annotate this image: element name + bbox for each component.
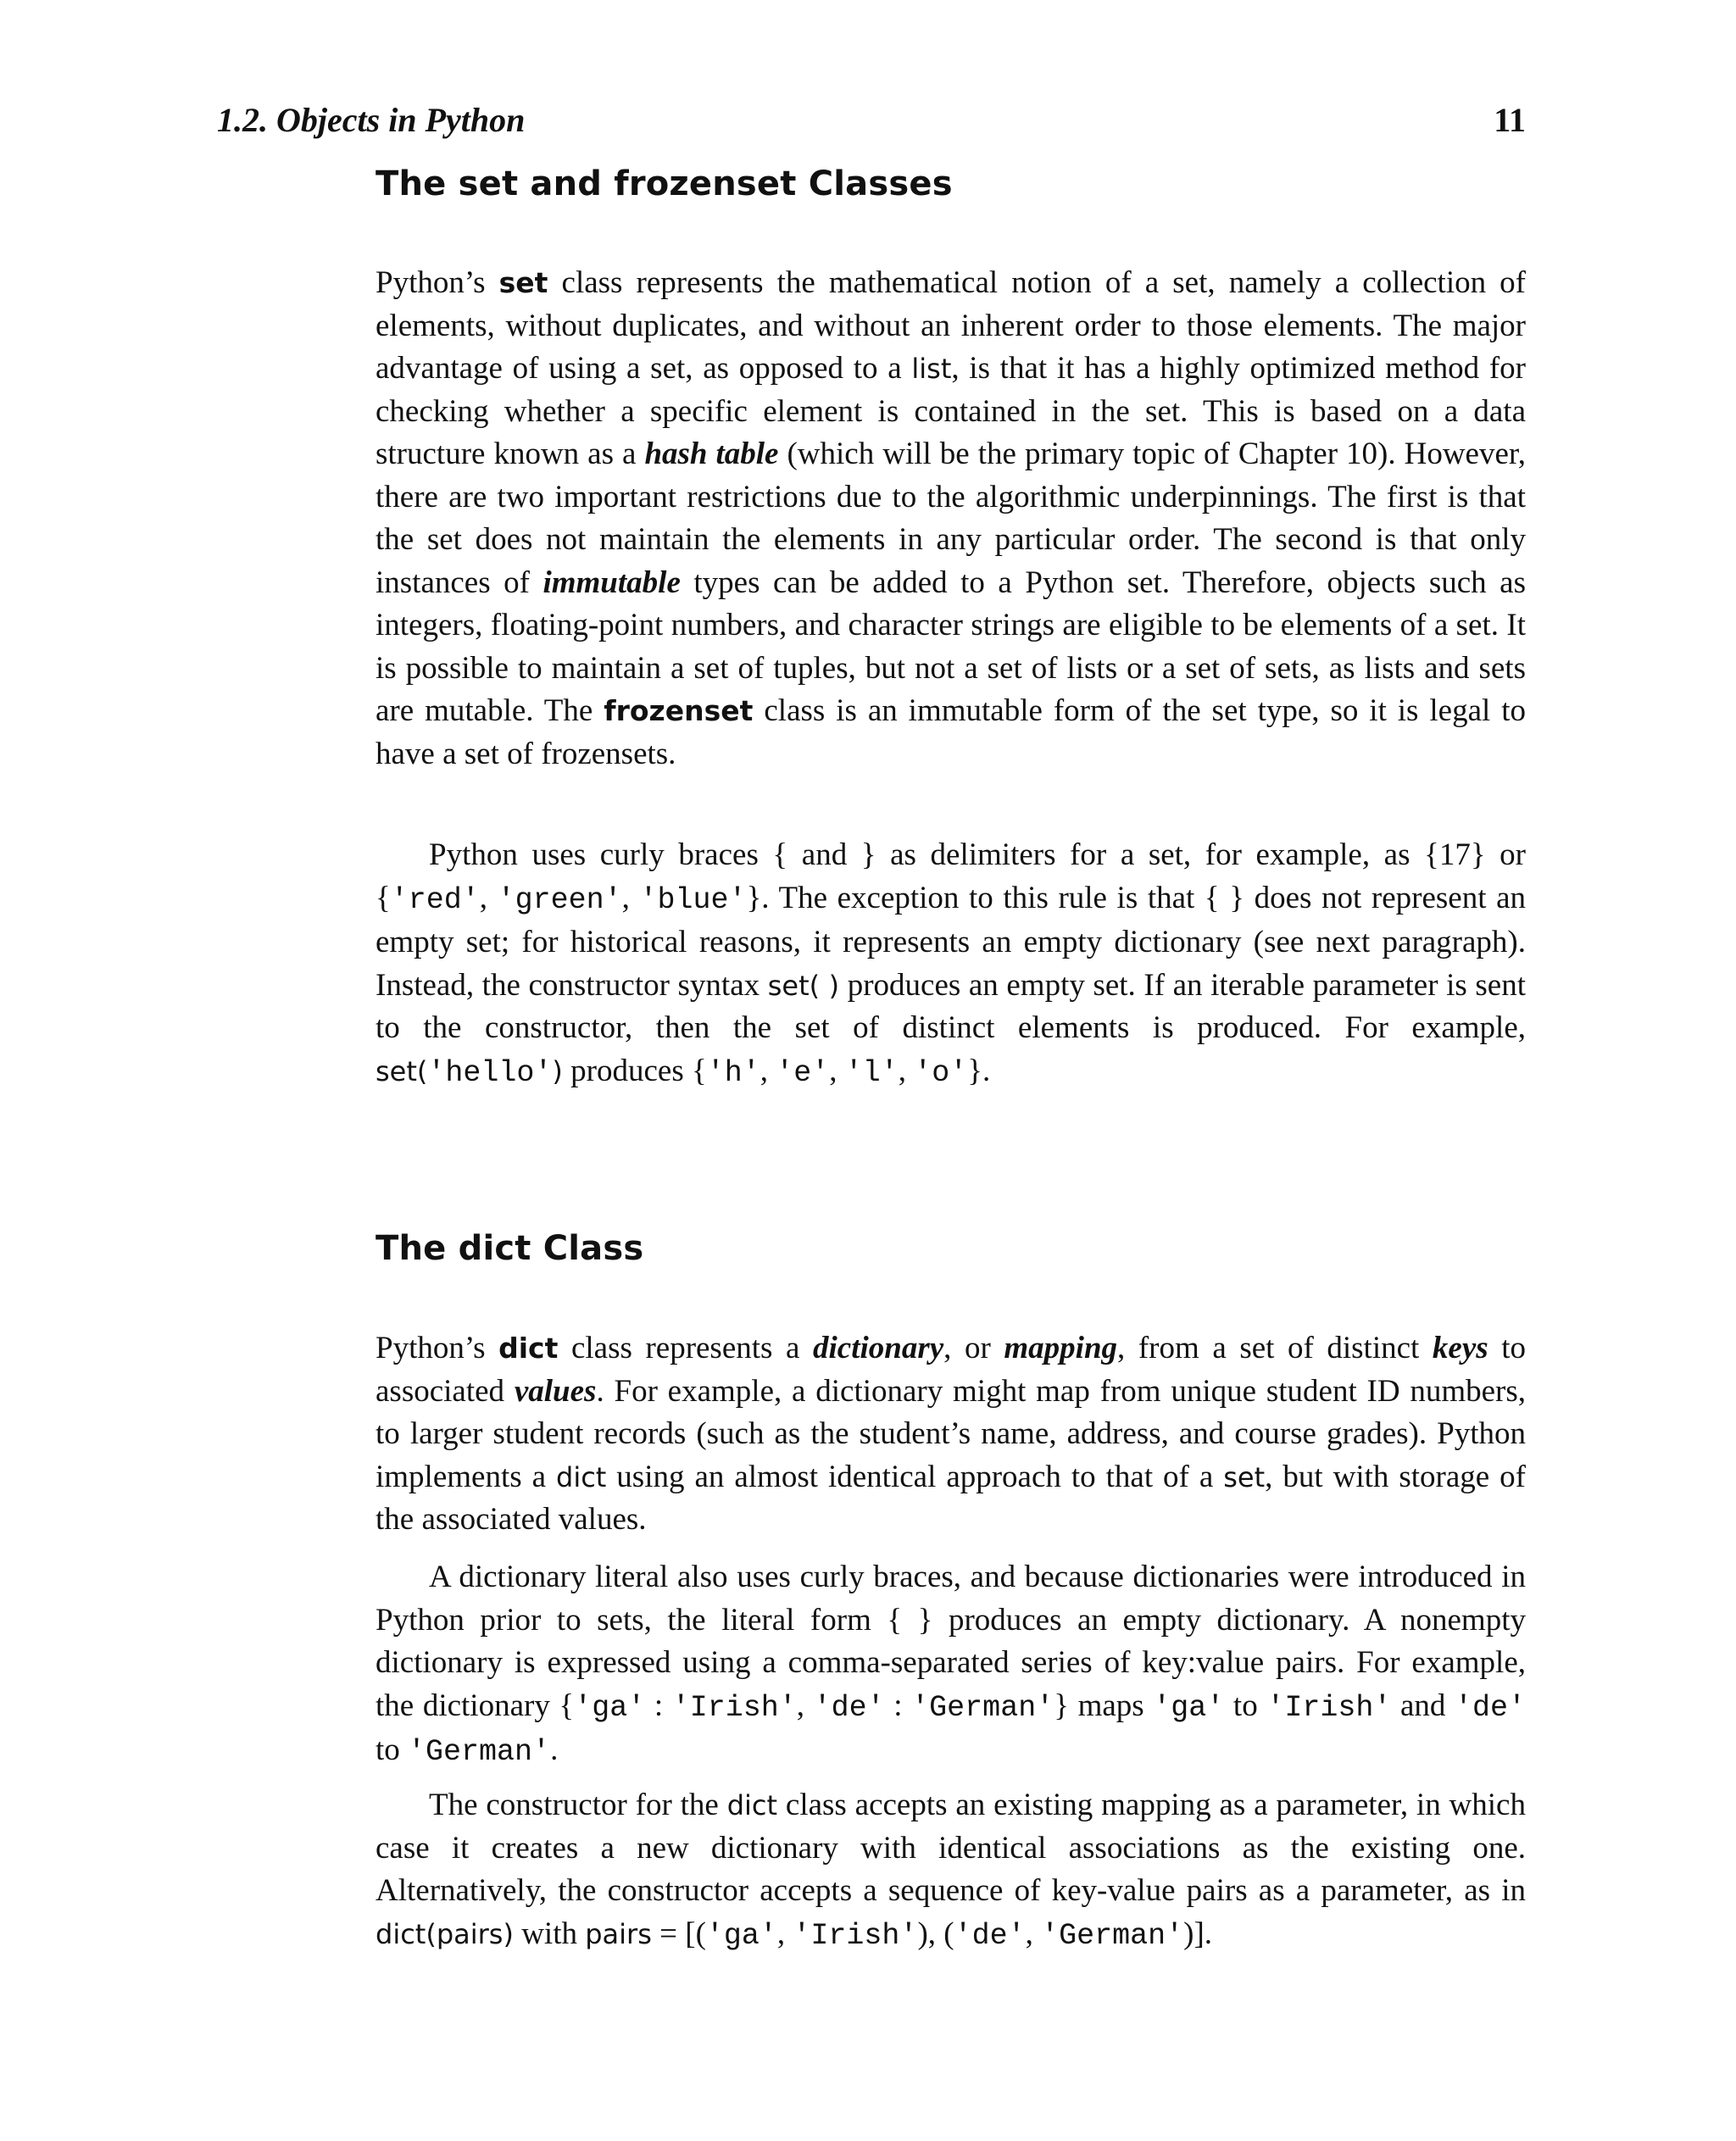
code-literal: 'green' bbox=[497, 882, 622, 917]
text-run: , or bbox=[943, 1331, 1004, 1365]
code-literal: 'Irish' bbox=[671, 1690, 797, 1725]
code-literal: 'Irish' bbox=[793, 1918, 918, 1953]
immutable-term: immutable bbox=[542, 564, 681, 600]
text-run: ), ( bbox=[917, 1916, 954, 1951]
list-term: list bbox=[911, 353, 952, 385]
hash-table-term: hash table bbox=[644, 437, 779, 471]
text-run: , bbox=[1025, 1916, 1042, 1951]
text-run: class is an immutable form of the set type, so it is legal to have a set of frozensets. bbox=[376, 693, 1526, 771]
text-run: : bbox=[884, 1688, 912, 1723]
code-literal: 'e' bbox=[776, 1055, 830, 1090]
text-run: with bbox=[513, 1916, 586, 1951]
dict-paragraph-1 bbox=[376, 1327, 1526, 1542]
set-paragraph-1 bbox=[376, 262, 1526, 776]
code-call: set( bbox=[376, 1054, 428, 1087]
text-run: class represents a bbox=[558, 1331, 813, 1365]
code-literal: 'blue' bbox=[639, 882, 747, 917]
text-run: The constructor for the bbox=[429, 1788, 727, 1822]
code-literal: 'h' bbox=[706, 1055, 760, 1090]
text-run: , but with storage of the associated values. bbox=[376, 1459, 1526, 1537]
text-run: to bbox=[376, 1732, 409, 1767]
text-run: Python’s bbox=[376, 1331, 499, 1365]
frozenset-term: frozenset bbox=[604, 694, 754, 727]
code-literal: 'German' bbox=[408, 1735, 551, 1769]
code-literal: 'l' bbox=[844, 1055, 899, 1090]
code-literal: 'German' bbox=[911, 1690, 1054, 1725]
code-call: set( ) bbox=[767, 969, 840, 1002]
code-variable: pairs bbox=[585, 1917, 652, 1950]
code-literal: 'ga' bbox=[574, 1690, 646, 1725]
code-literal: 'German' bbox=[1041, 1918, 1184, 1953]
text-run: (which will be the primary topic of Chapter 10). However, there are two important restrictions due to the algorithmic underpinnings. The first is that the set does not maintain the elements in any particular order. The second is that only instances of bbox=[376, 437, 1526, 600]
section-title: 1.2. Objects in Python bbox=[217, 101, 526, 139]
text-run: , bbox=[621, 880, 640, 915]
code-call: ) bbox=[552, 1054, 563, 1087]
text-run: to associated bbox=[376, 1331, 1526, 1409]
text-run: } maps bbox=[1054, 1688, 1154, 1723]
dict-paragraph-2 bbox=[376, 1556, 1526, 1774]
text-run: using an almost identical approach to that of a bbox=[606, 1459, 1224, 1494]
text-run: class represents the mathematical notion of a set, namely a collection of elements, without duplicates, and without an inherent order to those elements. The major advantage of using a set, as opposed to a bbox=[376, 265, 1526, 386]
text-run: , bbox=[898, 1053, 915, 1088]
text-run: Python’s bbox=[376, 265, 499, 300]
dictionary-term: dictionary bbox=[813, 1331, 944, 1365]
code-literal: 'de' bbox=[1455, 1690, 1527, 1725]
text-run: . bbox=[550, 1732, 559, 1767]
text-run: , is that it has a highly optimized method for checking whether a specific element is contained in the set. This is based on a data structure known as a bbox=[376, 351, 1526, 471]
code-literal: 'o' bbox=[914, 1055, 968, 1090]
set-term: set bbox=[498, 266, 548, 299]
values-term: values bbox=[514, 1373, 597, 1409]
text-run: produces { bbox=[562, 1053, 707, 1088]
mapping-term: mapping bbox=[1004, 1331, 1118, 1365]
set-section-heading: The set and frozenset Classes bbox=[376, 164, 953, 203]
dict-paragraph-3 bbox=[376, 1784, 1526, 1957]
text-run: produces an empty set. If an iterable parameter is sent to the constructor, then the set of distinct elements is produced. For example, bbox=[376, 967, 1527, 1045]
code-call: dict(pairs) bbox=[376, 1917, 514, 1950]
text-run: types can be added to a Python set. Therefore, objects such as integers, floating-point numbers, and character strings are eligible to be elements of a set. It is possible to maintain a set of tuples, but not a set of lists or a set of sets, as lists and sets are mutable. The bbox=[376, 564, 1526, 728]
text-run: and bbox=[1391, 1688, 1455, 1723]
code-literal: 'red' bbox=[390, 882, 480, 917]
text-run: class accepts an existing mapping as a parameter, in which case it creates a new dictionary with identical associations as the existing one. Alternatively, the constructor accepts a sequence of key-value pairs as a parameter, as in bbox=[376, 1788, 1526, 1908]
dict-code: dict bbox=[726, 1789, 778, 1821]
code-literal: 'de' bbox=[813, 1690, 885, 1725]
text-run: }. The exception to this rule is that { } does not represent an empty set; for historical reasons, it represents an empty dictionary (see next paragraph). Instead, the constructor syntax bbox=[376, 880, 1526, 1003]
text-run: , bbox=[796, 1688, 814, 1723]
page-number: 11 bbox=[1494, 101, 1526, 139]
text-run: , bbox=[829, 1053, 845, 1088]
text-run: , bbox=[479, 880, 498, 915]
code-literal: 'ga' bbox=[1153, 1690, 1225, 1725]
text-run: )]. bbox=[1183, 1916, 1213, 1951]
code-literal: 'ga' bbox=[705, 1918, 777, 1953]
dict-term: dict bbox=[498, 1332, 559, 1365]
text-run: = [( bbox=[651, 1916, 706, 1951]
code-literal: 'de' bbox=[954, 1918, 1026, 1953]
text-run: : bbox=[645, 1688, 672, 1723]
text-run: to bbox=[1224, 1688, 1267, 1723]
code-literal: 'Irish' bbox=[1266, 1690, 1392, 1725]
dict-section-heading: The dict Class bbox=[376, 1229, 644, 1268]
keys-term: keys bbox=[1432, 1331, 1488, 1365]
text-run: }. bbox=[967, 1053, 991, 1088]
running-header bbox=[217, 100, 1526, 142]
dict-code: dict bbox=[556, 1460, 607, 1493]
set-code: set bbox=[1223, 1460, 1266, 1493]
code-literal: 'hello' bbox=[427, 1055, 553, 1090]
text-run: . For example, a dictionary might map from unique student ID numbers, to larger student records (such as the student’s name, address, and course grades). Python implements a bbox=[376, 1373, 1527, 1494]
text-run: , from a set of distinct bbox=[1117, 1331, 1433, 1365]
text-run: , bbox=[760, 1053, 776, 1088]
text-run: A dictionary literal also uses curly braces, and because dictionaries were introduced in Python prior to sets, the literal form { } produces an empty dictionary. A nonempty dictionary is expressed using a comma-separated series of key:value pairs. For example, the dictionary { bbox=[376, 1560, 1526, 1723]
text-run: Python uses curly braces { and } as delimiters for a set, for example, as {17} or { bbox=[376, 837, 1526, 915]
text-run: , bbox=[776, 1916, 793, 1951]
set-paragraph-2 bbox=[376, 834, 1526, 1094]
